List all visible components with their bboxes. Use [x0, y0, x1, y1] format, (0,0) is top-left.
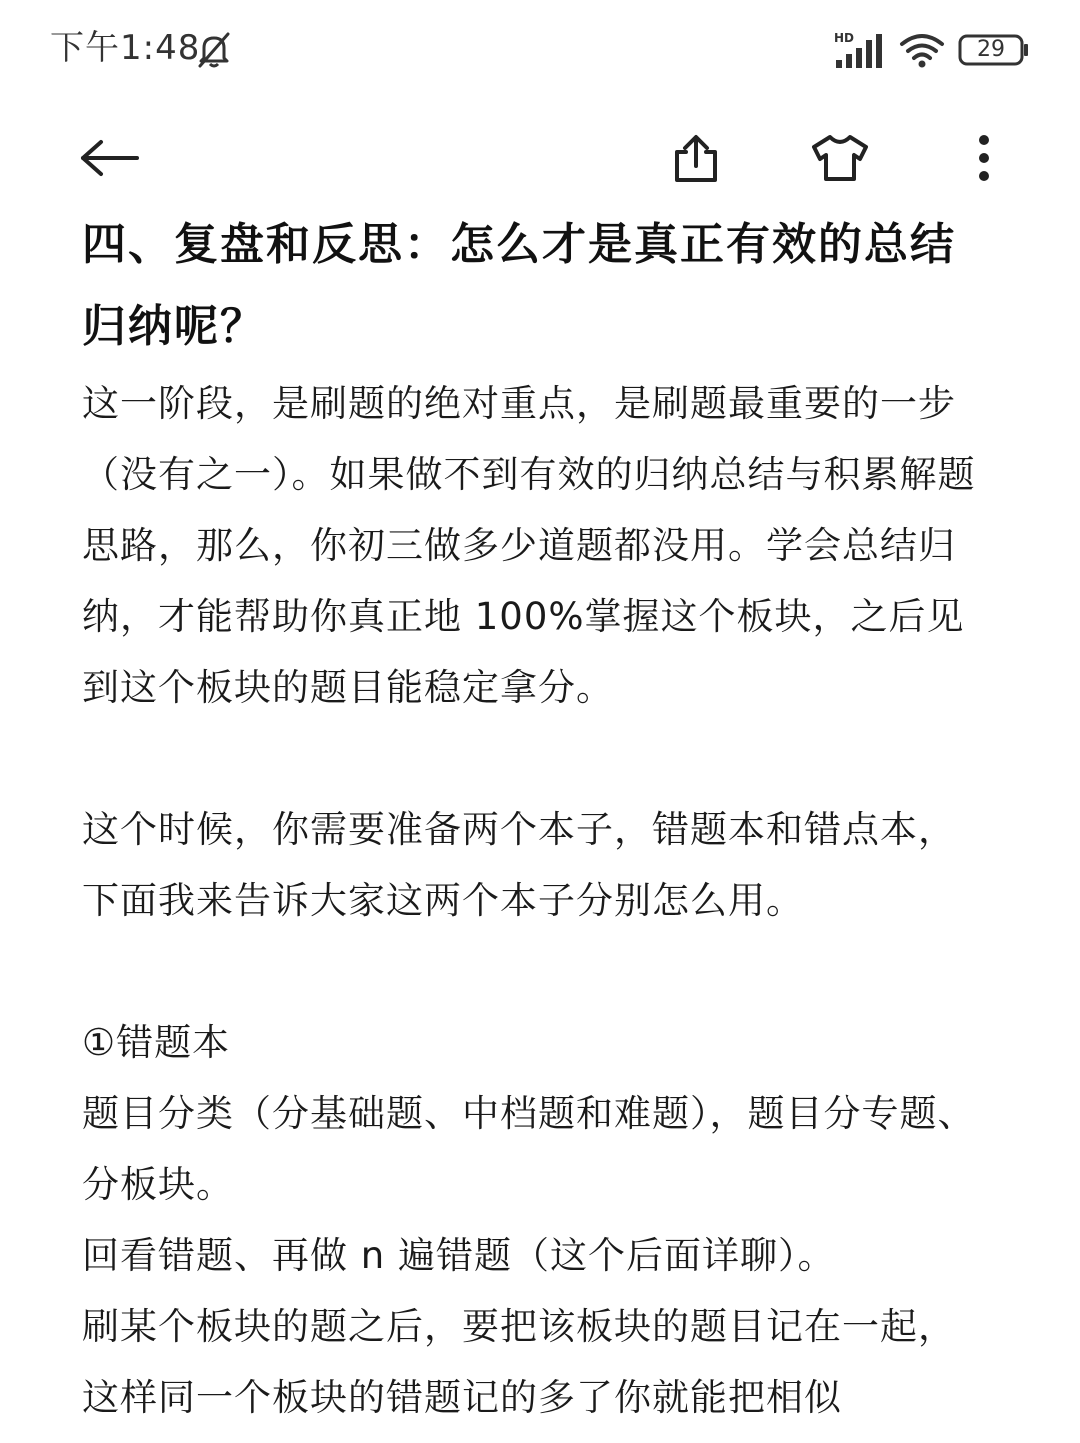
paragraph-spacer — [82, 936, 982, 1007]
article-paragraph: 这一阶段，是刷题的绝对重点，是刷题最重要的一步（没有之一）。如果做不到有效的归纳总结与积累解题思路，那么，你初三做多少道题都没用。学会总结归纳，才能帮助你真正地 100%掌握这个板块，之后见到这个板块的题目能稳定拿分。 — [82, 382, 976, 709]
section-paragraph: 刷某个板块的题之后，要把该板块的题目记在一起，这样同一个板块的错题记的多了你就能把相似 — [82, 1305, 956, 1419]
tshirt-icon — [810, 133, 870, 183]
signal-icon — [832, 30, 888, 70]
share-icon — [671, 132, 721, 184]
article-content — [82, 204, 982, 1433]
article-title: 四、复盘和反思：怎么才是真正有效的总结归纳呢？ — [82, 219, 956, 352]
back-button[interactable] — [70, 118, 150, 198]
network-label: HD — [834, 31, 855, 45]
back-arrow-icon — [79, 138, 141, 178]
more-vertical-icon — [977, 133, 991, 183]
wifi-icon — [898, 30, 946, 70]
status-time: 下午1:48 — [50, 28, 201, 68]
section-heading: ①错题本 — [82, 1021, 231, 1064]
more-options-button[interactable] — [944, 118, 1024, 198]
section-paragraph: 题目分类（分基础题、中档题和难题），题目分专题、分板块。 — [82, 1092, 976, 1206]
tshirt-button[interactable] — [800, 118, 880, 198]
battery-level: 29 — [977, 37, 1005, 62]
share-button[interactable] — [656, 118, 736, 198]
status-bar — [0, 0, 1080, 100]
section-paragraph: 回看错题、再做 n 遍错题（这个后面详聊）。 — [82, 1234, 836, 1277]
article-paragraph: 这个时候，你需要准备两个本子，错题本和错点本，下面我来告诉大家这两个本子分别怎么用。 — [82, 808, 956, 922]
mute-icon — [192, 28, 236, 72]
paragraph-spacer — [82, 723, 982, 794]
top-toolbar — [0, 110, 1080, 210]
